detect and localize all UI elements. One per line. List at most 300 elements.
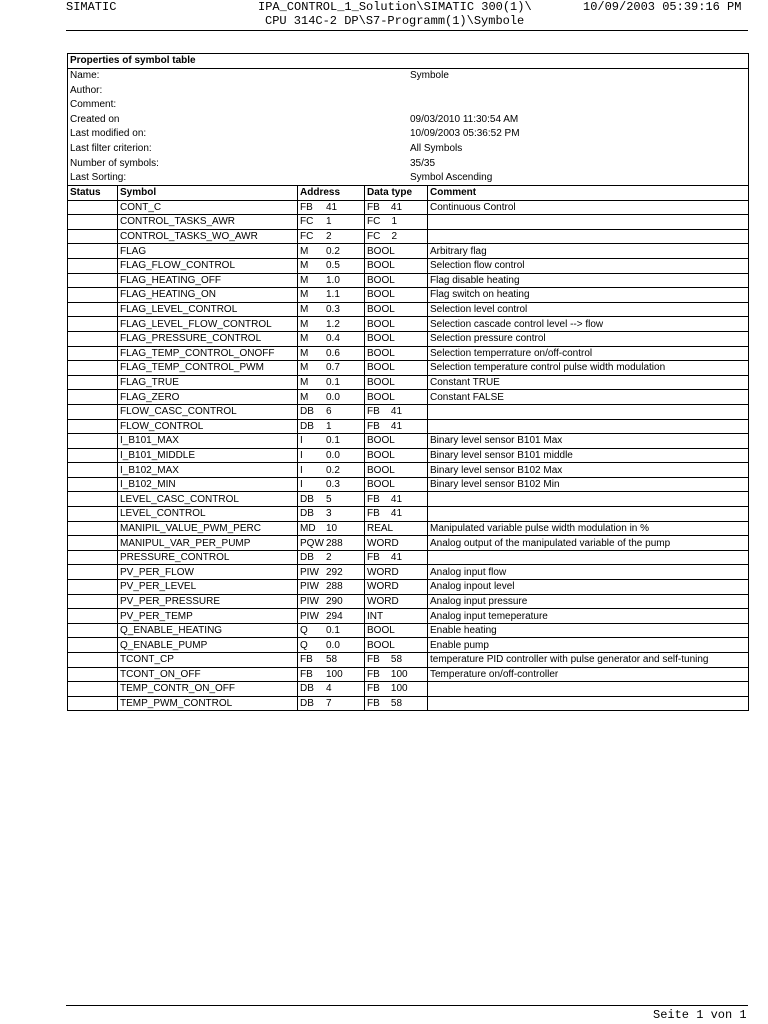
address-number: 288 [326,581,343,593]
symbol-cell: PV_PER_TEMP [118,609,298,624]
symbol-cell: FLAG_TEMP_CONTROL_PWM [118,361,298,376]
symbol-cell: I_B101_MAX [118,434,298,449]
status-cell [68,580,118,595]
table-row [68,404,749,419]
comment-cell: Arbitrary flag [428,244,749,259]
data-type-cell: FB 41 [365,200,428,215]
address-type: DB [300,683,314,695]
table-row [68,229,749,244]
data-type-cell: BOOL [365,448,428,463]
comment-cell [428,682,749,697]
status-cell [68,229,118,244]
comment-cell [428,507,749,522]
address-type: FB [300,201,313,213]
symbol-cell: MANIPIL_VALUE_PWM_PERC [118,521,298,536]
status-cell [68,638,118,653]
data-type-cell: WORD [365,536,428,551]
symbol-cell: FLAG_PRESSURE_CONTROL [118,331,298,346]
data-type-cell: BOOL [365,463,428,478]
property-label: Name: [70,70,100,81]
comment-cell: Enable heating [428,623,749,638]
status-cell [68,331,118,346]
data-type-cell: BOOL [365,288,428,303]
status-cell [68,696,118,711]
symbol-cell: FLAG_TRUE [118,375,298,390]
address-type: M [300,289,309,301]
address-number: 0.2 [326,464,340,476]
address-type: M [300,260,309,272]
data-type-cell: BOOL [365,331,428,346]
address-type: M [300,362,309,374]
address-type: M [300,245,309,257]
data-type-cell: INT [365,609,428,624]
address-cell [298,521,365,536]
table-row [68,215,749,230]
address-number: 3 [326,508,332,520]
comment-cell: Temperature on/off-controller [428,667,749,682]
comment-cell [428,419,749,434]
table-row [68,477,749,492]
properties-title: Properties of symbol table [68,54,748,69]
symbol-cell: FLAG_LEVEL_CONTROL [118,302,298,317]
status-cell [68,244,118,259]
address-number: 5 [326,493,332,505]
address-cell [298,667,365,682]
data-type-cell: BOOL [365,434,428,449]
address-number: 0.1 [326,435,340,447]
symbol-cell: PRESSURE_CONTROL [118,550,298,565]
data-type-cell: REAL [365,521,428,536]
address-number: 6 [326,406,332,418]
column-header-symbol: Symbol [118,186,298,201]
comment-cell: Selection temperature control pulse width modulation [428,361,749,376]
address-number: 10 [326,522,338,534]
table-row [68,638,749,653]
header-app-name: SIMATIC [66,0,117,14]
status-cell [68,302,118,317]
address-cell [298,696,365,711]
symbol-cell: FLOW_CONTROL [118,419,298,434]
footer-divider [66,1005,748,1006]
status-cell [68,477,118,492]
property-label: Last Sorting: [70,172,127,184]
data-type-cell: BOOL [365,273,428,288]
table-row [68,521,749,536]
address-type: PIW [300,581,319,593]
address-type: M [300,274,309,286]
table-row [68,346,749,361]
address-type: PQW [300,537,324,549]
status-cell [68,361,118,376]
comment-cell: Analog input flow [428,565,749,580]
status-cell [68,346,118,361]
data-type-cell: FB 41 [365,492,428,507]
address-type: DB [300,508,314,520]
comment-cell [428,550,749,565]
address-cell [298,331,365,346]
comment-cell: Analog inpout level [428,580,749,595]
address-type: DB [300,420,314,432]
address-number: 100 [326,668,343,680]
address-cell [298,258,365,273]
comment-cell [428,229,749,244]
header-project-path: IPA_CONTROL_1_Solution\SIMATIC 300(1)\ [258,0,532,14]
table-row [68,550,749,565]
property-value: Symbol Ascending [410,172,493,184]
address-type: FC [300,216,314,228]
status-cell [68,536,118,551]
symbol-cell: FLAG_TEMP_CONTROL_ONOFF [118,346,298,361]
status-cell [68,521,118,536]
address-number: 0.6 [326,347,340,359]
address-number: 0.0 [326,449,340,461]
status-cell [68,463,118,478]
property-label: Number of symbols: [70,157,159,169]
data-type-cell: WORD [365,594,428,609]
property-row [68,69,748,84]
data-type-cell: FB 41 [365,419,428,434]
comment-cell: Selection temperrature on/off-control [428,346,749,361]
property-label: Comment: [70,99,117,111]
status-cell [68,258,118,273]
data-type-cell: BOOL [365,244,428,259]
address-cell [298,302,365,317]
symbol-cell: LEVEL_CONTROL [118,507,298,522]
address-cell [298,273,365,288]
comment-cell [428,696,749,711]
address-type: PIW [300,610,319,622]
address-cell [298,390,365,405]
property-label: Created on [70,113,120,125]
table-row [68,331,749,346]
comment-cell: Binary level sensor B102 Max [428,463,749,478]
table-row [68,288,749,303]
address-type: M [300,304,309,316]
status-cell [68,390,118,405]
table-row [68,682,749,697]
data-type-cell: BOOL [365,361,428,376]
table-row [68,244,749,259]
property-value: All Symbols [410,142,463,154]
address-number: 1.2 [326,318,340,330]
property-row [68,157,748,172]
address-type: I [300,464,303,476]
property-row [68,127,748,142]
properties-section [67,53,749,186]
table-row [68,580,749,595]
table-row [68,419,749,434]
symbol-cell: PV_PER_FLOW [118,565,298,580]
property-value: Symbole [410,70,449,81]
status-cell [68,653,118,668]
data-type-cell: FC 2 [365,229,428,244]
comment-cell: Selection level control [428,302,749,317]
properties-list [68,69,748,186]
data-type-cell: FB 41 [365,550,428,565]
comment-cell: temperature PID controller with pulse generator and self-tuning [428,653,749,668]
address-type: I [300,449,303,461]
symbol-table [67,185,749,711]
property-row [68,98,748,113]
property-row [68,84,748,99]
address-type: M [300,333,309,345]
address-number: 288 [326,537,343,549]
status-cell [68,682,118,697]
address-number: 294 [326,610,343,622]
table-row [68,492,749,507]
address-cell [298,580,365,595]
address-type: DB [300,493,314,505]
address-number: 0.0 [326,639,340,651]
table-row [68,361,749,376]
address-number: 0.1 [326,377,340,389]
address-cell [298,623,365,638]
column-header-data-type: Data type [365,186,428,201]
comment-cell [428,492,749,507]
data-type-cell: BOOL [365,317,428,332]
table-row [68,609,749,624]
symbol-cell: CONTROL_TASKS_AWR [118,215,298,230]
comment-cell: Selection cascade control level --> flow [428,317,749,332]
address-number: 58 [326,654,338,666]
address-cell [298,448,365,463]
address-number: 1 [326,216,332,228]
address-cell [298,244,365,259]
data-type-cell: BOOL [365,390,428,405]
comment-cell: Continuous Control [428,200,749,215]
symbol-cell: CONTROL_TASKS_WO_AWR [118,229,298,244]
comment-cell: Manipulated variable pulse width modulation in % [428,521,749,536]
table-row [68,273,749,288]
address-type: I [300,435,303,447]
symbol-cell: CONT_C [118,200,298,215]
status-cell [68,215,118,230]
property-value: 09/03/2010 11:30:54 AM [410,113,519,125]
comment-cell: Binary level sensor B101 middle [428,448,749,463]
symbol-cell: PV_PER_LEVEL [118,580,298,595]
address-cell [298,317,365,332]
symbol-cell: LEVEL_CASC_CONTROL [118,492,298,507]
data-type-cell: BOOL [365,477,428,492]
address-cell [298,346,365,361]
data-type-cell: FB 41 [365,507,428,522]
status-cell [68,404,118,419]
symbol-cell: I_B102_MIN [118,477,298,492]
comment-cell: Constant FALSE [428,390,749,405]
address-cell [298,200,365,215]
address-cell [298,507,365,522]
status-cell [68,448,118,463]
table-row [68,317,749,332]
comment-cell: Analog input temeperature [428,609,749,624]
status-cell [68,507,118,522]
address-number: 2 [326,231,332,243]
symbol-cell: TEMP_PWM_CONTROL [118,696,298,711]
property-row [68,142,748,157]
symbol-cell: I_B101_MIDDLE [118,448,298,463]
symbol-cell: TCONT_CP [118,653,298,668]
header-program-path: CPU 314C-2 DP\S7-Programm(1)\Symbole [265,14,525,28]
status-cell [68,375,118,390]
comment-cell: Constant TRUE [428,375,749,390]
property-value: 10/09/2003 05:36:52 PM [410,128,520,140]
symbol-cell: Q_ENABLE_PUMP [118,638,298,653]
table-row [68,390,749,405]
address-number: 290 [326,595,343,607]
address-type: Q [300,625,308,637]
address-type: Q [300,639,308,651]
address-number: 2 [326,552,332,564]
address-cell [298,550,365,565]
address-number: 4 [326,683,332,695]
data-type-cell: WORD [365,565,428,580]
symbol-cell: TEMP_CONTR_ON_OFF [118,682,298,697]
address-type: MD [300,522,316,534]
address-number: 41 [326,201,338,213]
property-row [68,171,748,186]
address-cell [298,229,365,244]
status-cell [68,317,118,332]
status-cell [68,200,118,215]
address-cell [298,653,365,668]
address-cell [298,594,365,609]
data-type-cell: BOOL [365,638,428,653]
address-cell [298,215,365,230]
address-type: FB [300,654,313,666]
table-row [68,434,749,449]
address-cell [298,492,365,507]
symbol-cell: TCONT_ON_OFF [118,667,298,682]
address-type: I [300,479,303,491]
address-cell [298,609,365,624]
symbol-cell: FLAG_HEATING_OFF [118,273,298,288]
table-row [68,258,749,273]
address-number: 1.0 [326,274,340,286]
data-type-cell: BOOL [365,346,428,361]
status-cell [68,419,118,434]
data-type-cell: FC 1 [365,215,428,230]
comment-cell: Selection flow control [428,258,749,273]
property-row [68,113,748,128]
comment-cell: Selection pressure control [428,331,749,346]
address-number: 0.3 [326,304,340,316]
comment-cell: Analog input pressure [428,594,749,609]
data-type-cell: BOOL [365,623,428,638]
column-header-comment: Comment [428,186,749,201]
column-header-address: Address [298,186,365,201]
address-cell [298,536,365,551]
address-cell [298,682,365,697]
table-row [68,653,749,668]
address-cell [298,434,365,449]
property-value: 35/35 [410,157,436,169]
address-type: M [300,377,309,389]
address-type: M [300,347,309,359]
address-cell [298,375,365,390]
data-type-cell: FB 41 [365,404,428,419]
comment-cell: Flag disable heating [428,273,749,288]
address-type: DB [300,698,314,710]
table-row [68,623,749,638]
data-type-cell: FB 58 [365,696,428,711]
address-type: DB [300,406,314,418]
status-cell [68,609,118,624]
table-row [68,536,749,551]
table-row [68,667,749,682]
symbol-cell: FLOW_CASC_CONTROL [118,404,298,419]
address-type: M [300,318,309,330]
status-cell [68,550,118,565]
symbol-cell: FLAG_LEVEL_FLOW_CONTROL [118,317,298,332]
address-cell [298,288,365,303]
data-type-cell: BOOL [365,302,428,317]
comment-cell [428,215,749,230]
address-number: 0.1 [326,625,340,637]
page-number: Seite 1 von 1 [653,1008,747,1022]
table-header-row [68,186,749,201]
symbol-cell: MANIPUL_VAR_PER_PUMP [118,536,298,551]
address-number: 1.1 [326,289,340,301]
address-type: FB [300,668,313,680]
status-cell [68,492,118,507]
address-cell [298,638,365,653]
address-type: FC [300,231,314,243]
property-label: Last filter criterion: [70,142,152,154]
address-number: 7 [326,698,332,710]
address-type: DB [300,552,314,564]
status-cell [68,273,118,288]
address-number: 0.3 [326,479,340,491]
comment-cell [428,404,749,419]
table-row [68,375,749,390]
header-datetime: 10/09/2003 05:39:16 PM [583,0,742,14]
data-type-cell: BOOL [365,375,428,390]
status-cell [68,667,118,682]
address-number: 0.4 [326,333,340,345]
data-type-cell: WORD [365,580,428,595]
data-type-cell: FB 100 [365,682,428,697]
property-label: Last modified on: [70,128,147,140]
address-number: 0.7 [326,362,340,374]
symbol-cell: FLAG_ZERO [118,390,298,405]
address-cell [298,463,365,478]
address-number: 0.5 [326,260,340,272]
symbol-cell: Q_ENABLE_HEATING [118,623,298,638]
symbol-cell: FLAG_FLOW_CONTROL [118,258,298,273]
property-label: Author: [70,84,103,96]
status-cell [68,288,118,303]
status-cell [68,594,118,609]
address-number: 0.2 [326,245,340,257]
symbol-cell: I_B102_MAX [118,463,298,478]
table-row [68,696,749,711]
table-row [68,448,749,463]
data-type-cell: BOOL [365,258,428,273]
comment-cell: Binary level sensor B101 Max [428,434,749,449]
data-type-cell: FB 100 [365,667,428,682]
header-divider [66,30,748,31]
table-row [68,507,749,522]
table-row [68,463,749,478]
comment-cell: Binary level sensor B102 Min [428,477,749,492]
status-cell [68,565,118,580]
table-row [68,302,749,317]
symbol-cell: FLAG_HEATING_ON [118,288,298,303]
symbol-cell: PV_PER_PRESSURE [118,594,298,609]
status-cell [68,434,118,449]
status-cell [68,623,118,638]
comment-cell: Analog output of the manipulated variable of the pump [428,536,749,551]
